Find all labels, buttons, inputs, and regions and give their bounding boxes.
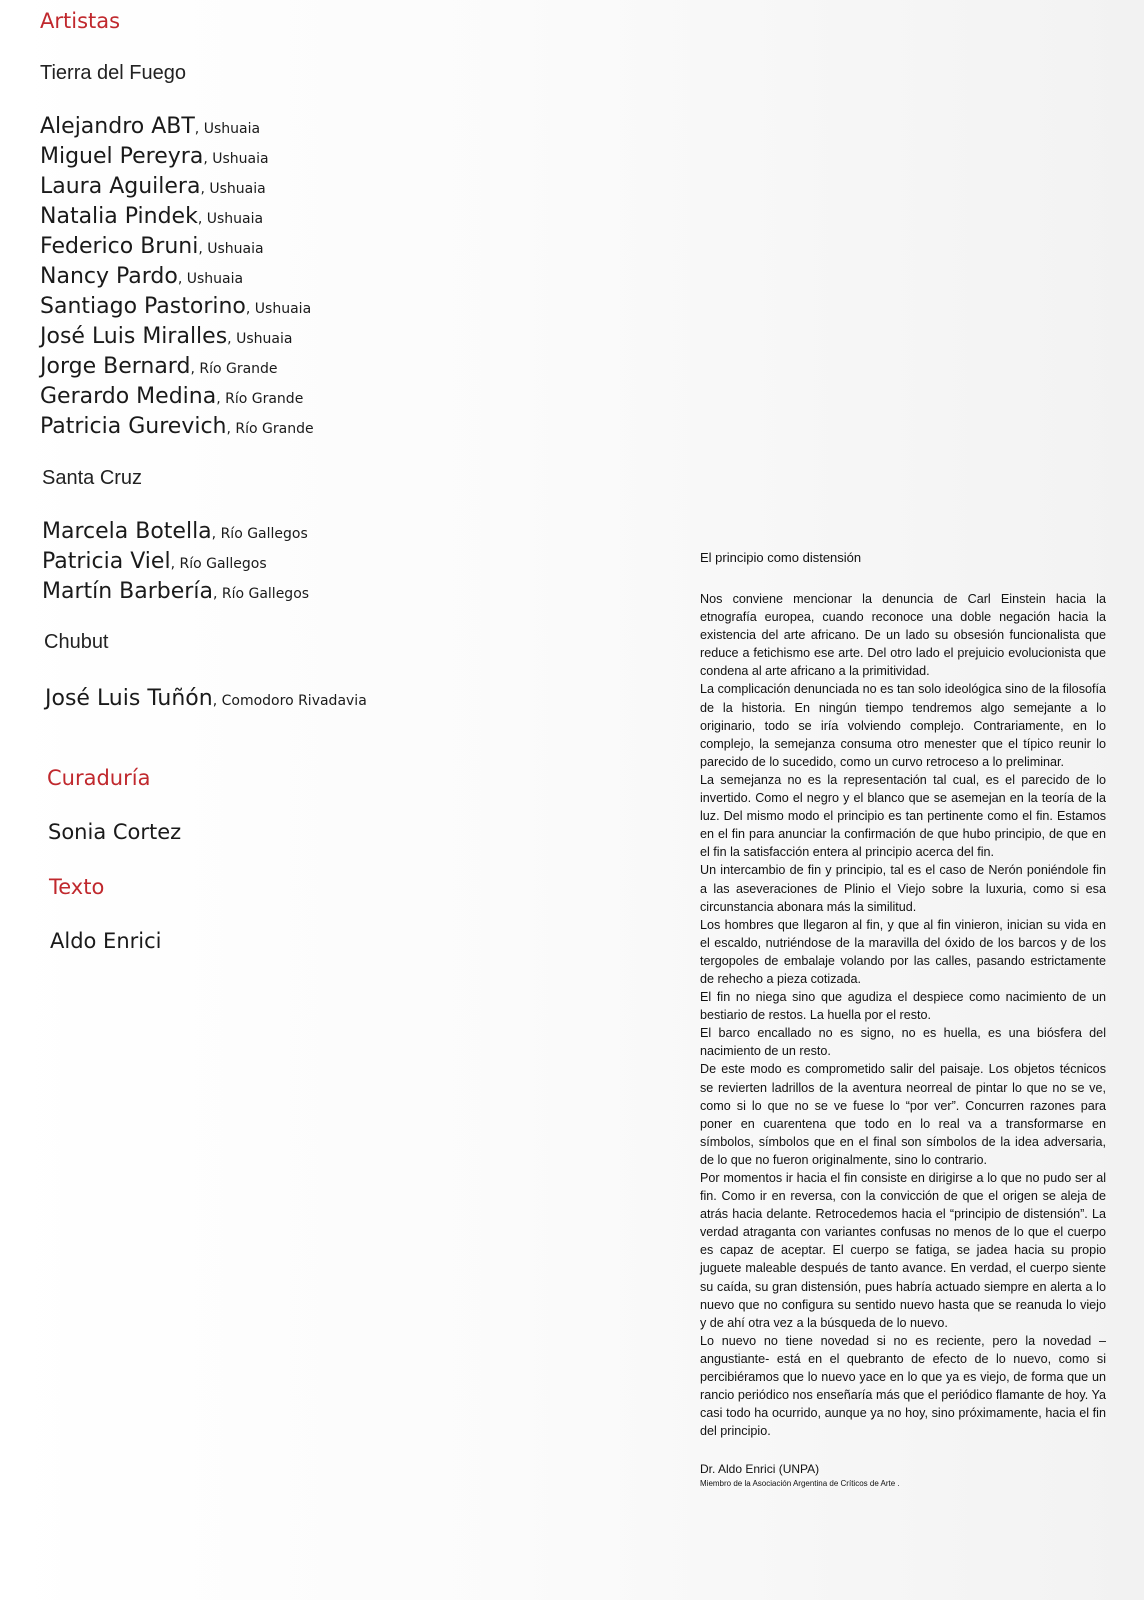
artist-name: Federico Bruni [40,234,199,259]
artist-city: , Ushuaia [177,271,244,287]
essay-paragraph: El fin no niega sino que agudiza el despiece como nacimiento de un bestiario de restos. La huella por el resto. [700,990,1106,1023]
artist-entry [42,578,309,608]
essay-paragraph: La semejanza no es la representación tal cual, es el parecido de lo invertido. Como el negro y el blanco que se asemejan en la teoría de la luz. Del mismo modo el principio es tan pertinente como el fin. Estamos en el fin para anunciar la confirmación de que hubo principio, de que en el fin la satisfacción entera al principio acerca del fin. [700,772,1106,860]
artist-entry [40,173,314,203]
artist-entry [45,685,367,715]
curaduria-heading: Curaduría [47,766,151,790]
artist-city: , Ushuaia [198,241,264,257]
artist-city: , Ushuaia [194,121,261,137]
artist-city: , Río Gallegos [212,586,310,602]
artist-entry [42,548,309,578]
artist-entry [40,113,314,143]
artist-city: , Ushuaia [200,181,266,197]
artist-city: , Río Grande [226,421,314,437]
artist-name: Alejandro ABT [40,114,195,139]
artist-name: Santiago Pastorino [40,294,246,319]
artist-entry [40,293,314,323]
artist-entry [40,143,314,173]
artist-name: Natalia Pindek [40,204,198,229]
artist-city: , Ushuaia [245,301,312,317]
essay-paragraph: De este modo es comprometido salir del paisaje. Los objetos técnicos se revierten ladrillos de la aventura neorreal de pintar lo que no se ve, como si lo que no se ve fuese lo “por ver”. Concurren razones para poner en cuarentena que todo en lo real va a transformarse en símbolos, símbolos que en el final son símbolos de la idea adversaria, de lo que no fueron originalmente, sino lo contrario. [700,1062,1106,1167]
artist-city: , Río Grande [216,391,304,407]
essay-signature-role: Miembro de la Asociación Argentina de Críticos de Arte . [700,1479,900,1489]
region-heading-chubut: Chubut [44,631,109,653]
texto-heading: Texto [49,875,105,899]
artist-list-santa-cruz [42,518,309,608]
artist-city: , Ushuaia [227,331,293,347]
artistas-heading: Artistas [40,9,121,33]
artist-city: , Río Gallegos [211,526,308,542]
essay-signature: Dr. Aldo Enrici (UNPA) [700,1462,820,1477]
artist-name: José Luis Miralles [40,324,228,349]
artist-entry [40,203,314,233]
essay-paragraph: Un intercambio de fin y principio, tal es el caso de Nerón poniéndole fin a las aseveraciones de Plinio el Viejo sobre la luxuria, como si esa circunstancia abonara más la similitud. [700,863,1106,914]
artist-entry [40,413,314,443]
artist-name: Miguel Pereyra [40,144,204,169]
texto-name: Aldo Enrici [50,929,162,953]
artist-name: Martín Barbería [42,579,213,604]
artist-entry [40,383,314,413]
essay-body [700,590,1106,1440]
artist-entry [42,518,309,548]
region-heading-santa-cruz: Santa Cruz [42,467,143,489]
artist-entry [40,233,314,263]
artist-name: Patricia Viel [42,549,171,574]
artist-city: , Ushuaia [203,151,269,167]
essay-paragraph: Por momentos ir hacia el fin consiste en dirigirse a lo que no pudo ser al fin. Como ir en reversa, con la convicción de que el origen se aleja de atrás hacia delante. Retrocedemos hacia el “principio de distensión”. La verdad atraganta con variantes confusas no menos de lo que el cuerpo es capaz de aceptar. El cuerpo se fatiga, se jadea hacia su propio juguete maleable después de tanto avance. En verdad, el cuerpo siente su caída, su gran distensión, pues habría actuado siempre en alerta a lo nuevo que no configura su sentido nuevo hasta que se reanuda lo viejo y de ahí otra vez a la búsqueda de lo nuevo. [700,1171,1106,1330]
essay-paragraph: La complicación denunciada no es tan solo ideológica sino de la filosofía de la historia. En ningún tiempo tendremos algo semejante a lo originario, todo se iría volviendo complejo. Contrariamente, en lo complejo, la semejanza consuma otro menester que el típico reunir lo parecido de lo sucedido, como un curvo retroceso a lo preliminar. [700,682,1106,769]
artist-list-tierra-del-fuego [40,113,314,443]
artist-city: , Río Gallegos [170,556,267,572]
essay-paragraph: El barco encallado no es signo, no es huella, es una biósfera del nacimiento de un resto. [700,1026,1106,1059]
essay-paragraph: Lo nuevo no tiene novedad si no es reciente, pero la novedad –angustiante- está en el quebranto de efecto de lo nuevo, como si percibiéramos que lo nuevo yace en lo que ya es viejo, de forma que un rancio periódico nos enseñaría más que el periódico flamante de hoy. Ya casi todo ha ocurrido, aunque ya no hoy, sino próximamente, hacia el fin del principio. [700,1333,1106,1439]
artist-name: Gerardo Medina [40,384,217,409]
artist-name: Nancy Pardo [40,264,178,289]
artist-list-chubut [45,685,367,715]
artist-name: Marcela Botella [42,519,212,544]
artist-entry [40,323,314,353]
essay [700,550,1106,1488]
artist-name: Laura Aguilera [40,174,201,199]
artist-city: , Ushuaia [197,211,264,227]
artist-name: José Luis Tuñón [45,686,213,711]
artist-entry [40,353,314,383]
essay-paragraph: Los hombres que llegaron al fin, y que al fin vinieron, inician su vida en el escaldo, nutriéndose de la maravilla del óxido de los barcos y de los tergopoles de embalaje volando por las calles, pasando estrictamente de rehecho a pieza cotizada. [700,917,1106,986]
region-heading-tierra-del-fuego: Tierra del Fuego [40,62,186,84]
curaduria-name: Sonia Cortez [48,820,182,844]
artist-name: Patricia Gurevich [40,414,227,439]
essay-paragraph: Nos conviene mencionar la denuncia de Carl Einstein hacia la etnografía europea, cuando reconoce una doble negación hacia la existencia del arte africano. De un lado su obsesión funcionalista que reduce a fetichismo ese arte. Del otro lado el prejuicio evolucionista que condena al arte africano a la primitividad. [700,592,1106,679]
artist-city: , Comodoro Rivadavia [212,693,367,709]
essay-title: El principio como distensión [700,550,862,565]
artist-name: Jorge Bernard [40,354,191,379]
artist-entry [40,263,314,293]
artist-city: , Río Grande [190,361,278,377]
